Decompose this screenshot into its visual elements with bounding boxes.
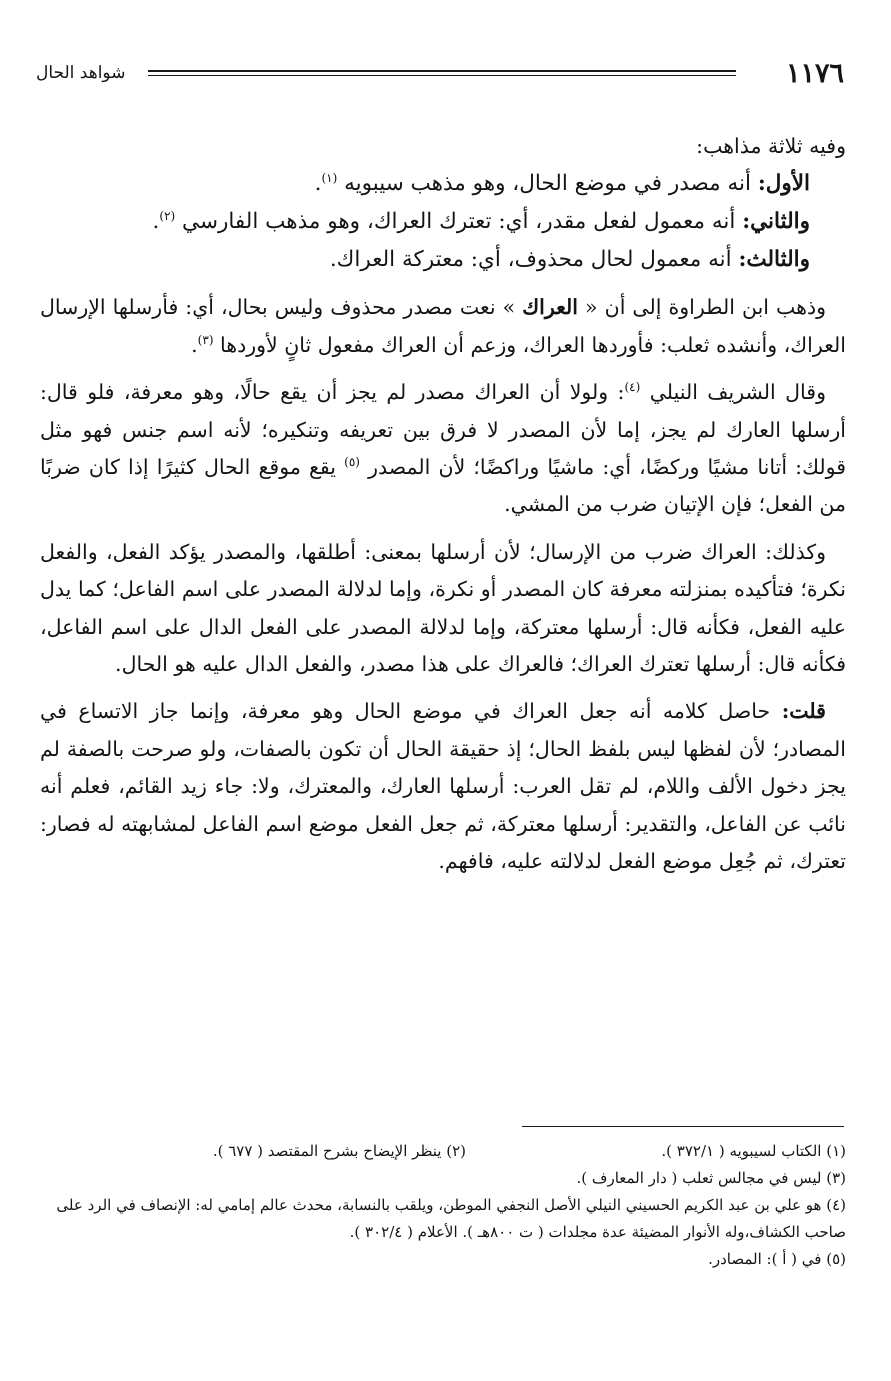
paragraph-second-view: والثاني: أنه معمول لفعل مقدر، أي: تعترك العراك، وهو مذهب الفارسي $^{(٢)}$. — [152, 209, 810, 235]
paragraph-third-view — [40, 241, 846, 279]
page-number: ١١٧٦ — [785, 58, 844, 89]
header-rule — [148, 70, 736, 76]
nili-text-c: يقع موقع الحال كثيرًا إذا كان ضربًا من الفعل؛ فإن الإتيان ضرب من المشي. — [40, 455, 846, 517]
footnote-ref-2[interactable]: (٢) — [159, 209, 176, 224]
third-view-text: أنه معمول لحال محذوف، أي: معتركة العراك. — [329, 247, 739, 273]
paragraph-first-view: الأول: أنه مصدر في موضع الحال، وهو مذهب سيبويه $^{(١)}$. — [314, 171, 810, 197]
footnote-rule — [522, 1126, 844, 1127]
second-view-text: أنه معمول لفعل مقدر، أي: تعترك العراك، وهو مذهب الفارسي — [175, 209, 743, 235]
ibn-tarawa-text-a: وذهب ابن الطراوة إلى أن « — [578, 295, 826, 320]
paragraph-likewise: وكذلك: العراك ضرب من الإرسال؛ لأن أرسلها بمعنى: أطلقها، والمصدر يؤكد الفعل، والفعل نكرة؛ فتأكيده بمنزلته معرفة كان المصدر أو نكرة، وإما لدلالة المصدر على اسم الفاعل؛ كما يدل عليه الفعل، فكأنه قال: أرسلها معتركة، وإما لدلالة المصدر على الفعل الدال على اسم الفاعل، فكأنه قال: أرسلها تعترك العراك؛ فالعراك على هذا مصدر، والفعل الدال عليه هو الحال. — [40, 539, 846, 677]
ibn-tarawa-keyword: العراك — [522, 295, 578, 320]
page-header — [36, 56, 844, 92]
second-view-label: والثاني: — [742, 209, 810, 235]
paragraph-conclusion — [40, 693, 846, 880]
footnote-ref-1[interactable]: (١) — [321, 171, 338, 186]
paragraph-nili — [40, 374, 846, 524]
footnote-1: (١) الكتاب لسيبويه ( ٣٧٢/١ ). — [661, 1142, 846, 1160]
first-view-label: الأول: — [757, 171, 810, 197]
conclusion-text: حاصل كلامه أنه جعل العراك في موضع الحال وهو معرفة، وإنما جاز الاتساع في المصادر؛ لأن لفظها ليس بلفظ الحال؛ إذ حقيقة الحال أن تكون بالصفات، ولو صرحت بالصفة لم يجز دخول الألف واللام، لم تقل العرب: أرسلها العارك، والمعترك، ولا: جاء زيد القائم، فعلم أنه نائب عن الفاعل، والتقدير: أرسلها معتركة، ثم جعل الفعل موضع اسم الفاعل لمشابهته له فصار: تعترك، ثم جُعِل موضع الفعل لدلالته عليه، فافهم. — [40, 699, 846, 874]
footnote-ref-4[interactable]: (٤) — [624, 380, 641, 395]
footnote-ref-5[interactable]: (٥) — [344, 455, 360, 470]
footnote-4: (٤) هو علي بن عبد الكريم الحسيني النيلي الأصل النجفي الموطن، ويلقب بالنسابة، محدث عالم إمامي له: الإنصاف في الرد على صاحب الكشاف،وله الأنوار المضيئة عدة مجلدات ( ت ٨٠٠هـ ). الأعلام ( ٣٠٢/٤ ). — [56, 1196, 846, 1241]
nili-text-b: : ولولا أن العراك مصدر لم يجز أن يقع حالًا، وهو معرفة، فلو قال: أرسلها العارك لم يجز، إما لأن المصدر لا فرق بين تعريفه وتنكيره؛ لأنه اسم جنس فهو مثل قولك: أتانا مشيًا وركضًا، أي: ماشيًا وراكضًا؛ لأن المصدر — [40, 380, 846, 480]
footnote-ref-3[interactable]: (٣) — [197, 332, 214, 347]
footnote-2: (٢) ينظر الإيضاح بشرح المقتصد ( ٦٧٧ ). — [212, 1142, 466, 1160]
third-view-label: والثالث: — [738, 247, 810, 273]
conclusion-label: قلت: — [781, 699, 826, 724]
footnote-3: (٣) ليس في مجالس ثعلب ( دار المعارف ). — [576, 1169, 846, 1187]
paragraph-ibn-tarawa: وذهب ابن الطراوة إلى أن « العراك » نعت مصدر محذوف وليس بحال، أي: فأرسلها الإرسال العراك، وأنشده ثعلب: فأوردها العراك، وزعم أن العراك مفعول ثانٍ لأوردها $^{(٣)}$. — [40, 295, 846, 357]
ibn-tarawa-text-c: » نعت مصدر محذوف وليس بحال، أي: فأرسلها الإرسال العراك، وأنشده ثعلب: فأوردها العراك، وزعم أن العراك مفعول ثانٍ لأوردها — [40, 295, 846, 357]
main-text — [40, 128, 846, 881]
footnote-5: (٥) في ( أ ): المصادر. — [708, 1250, 846, 1268]
footnote-row-1-2 — [40, 1138, 846, 1165]
running-title: شواهد الحال — [36, 63, 126, 83]
paragraph-intro: وفيه ثلاثة مذاهب: — [696, 134, 846, 158]
first-view-text: أنه مصدر في موضع الحال، وهو مذهب سيبويه — [337, 171, 758, 197]
nili-text-a: وقال الشريف النيلي — [640, 380, 826, 405]
footnotes — [40, 1138, 846, 1273]
